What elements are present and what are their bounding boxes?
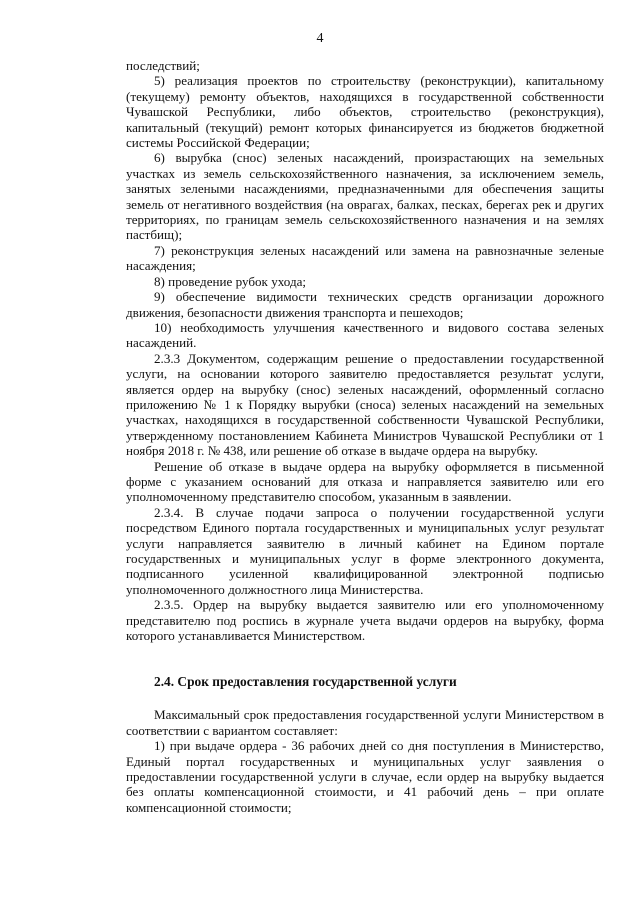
- paragraph: 10) необходимость улучшения качественного и видового состава зеленых насаждений.: [126, 319, 604, 351]
- paragraph: 8) проведение рубок ухода;: [154, 273, 307, 289]
- document-body: [126, 58, 604, 815]
- paragraphs-after: [126, 707, 604, 815]
- paragraph: Решение об отказе в выдаче ордера на вырубку оформляется в письменной форме с указанием оснований для отказа и направляется заявителю или его уполномоченному представителю способом, указанным в заявлении.: [126, 458, 604, 505]
- paragraph: Максимальный срок предоставления государственной услуги Министерством в соответствии с вариантом составляет:: [126, 707, 604, 738]
- paragraph: 6) вырубка (снос) зеленых насаждений, произрастающих на земельных участках из земель сельскохозяйственного назначения, за исключением земель, занятых зелеными насаждениями, предназначенными для обеспечения защиты земель от негативного воздействия (на оврагах, балках, песках, берегах рек и других территориях, по границам земель сельскохозяйственного назначения и на землях пастбищ);: [126, 150, 604, 243]
- paragraphs-before: [126, 58, 604, 643]
- paragraph: 2.3.3 Документом, содержащим решение о предоставлении государственной услуги, на основании которого заявителю предоставляется результат услуги, является ордер на вырубку (снос) зеленых насаждений, оформленный согласно приложению № 1 к Порядку вырубки (сноса) зеленых насаждений на земельных участках, находящихся в государственной собственности Чувашской Республики, утвержденному постановлением Кабинета Министров Чувашской Республики от 1 ноября 2018 г. № 438, или решение об отказе в выдаче ордера на вырубку.: [126, 350, 604, 459]
- paragraph: 5) реализация проектов по строительству (реконструкции), капитальному (текущему) ремонту объектов, находящихся в государственной собственности Чувашской Республики, либо объектов, строительство (реконструкция), капитальный (текущий) ремонт которых финансируется из бюджетов бюджетной системы Российской Федерации;: [126, 73, 604, 151]
- paragraph: 2.3.5. Ордер на вырубку выдается заявителю или его уполномоченному представителю под роспись в журнале учета выдачи ордеров на вырубку, форма которого устанавливается Министерством.: [126, 597, 604, 644]
- page-number: 4: [316, 31, 324, 46]
- paragraph: 1) при выдаче ордера - 36 рабочих дней со дня поступления в Министерство, Единый портал государственных и муниципальных услуг заявления о предоставлении государственной услуги в случае, если ордер на вырубку выдается без оплаты компенсационной стоимости, и 41 рабочий день – при оплате компенсационной стоимости;: [126, 738, 604, 815]
- paragraph: 7) реконструкция зеленых насаждений или замена на равнозначные зеленые насаждения;: [126, 242, 604, 274]
- paragraph: 2.3.4. В случае подачи запроса о получении государственной услуги посредством Единого портала государственных и муниципальных услуг результат услуги направляется заявителю в личный кабинет на Едином портале государственных и муниципальных услуг в форме электронного документа, подписанного усиленной квалифицированной электронной подписью уполномоченного должностного лица Министерства.: [126, 504, 604, 597]
- paragraph: последствий;: [126, 58, 200, 73]
- section-heading: 2.4. Срок предоставления государственной услуги: [154, 674, 457, 690]
- paragraph: 9) обеспечение видимости технических средств организации дорожного движения, безопасности движения транспорта и пешеходов;: [126, 289, 604, 320]
